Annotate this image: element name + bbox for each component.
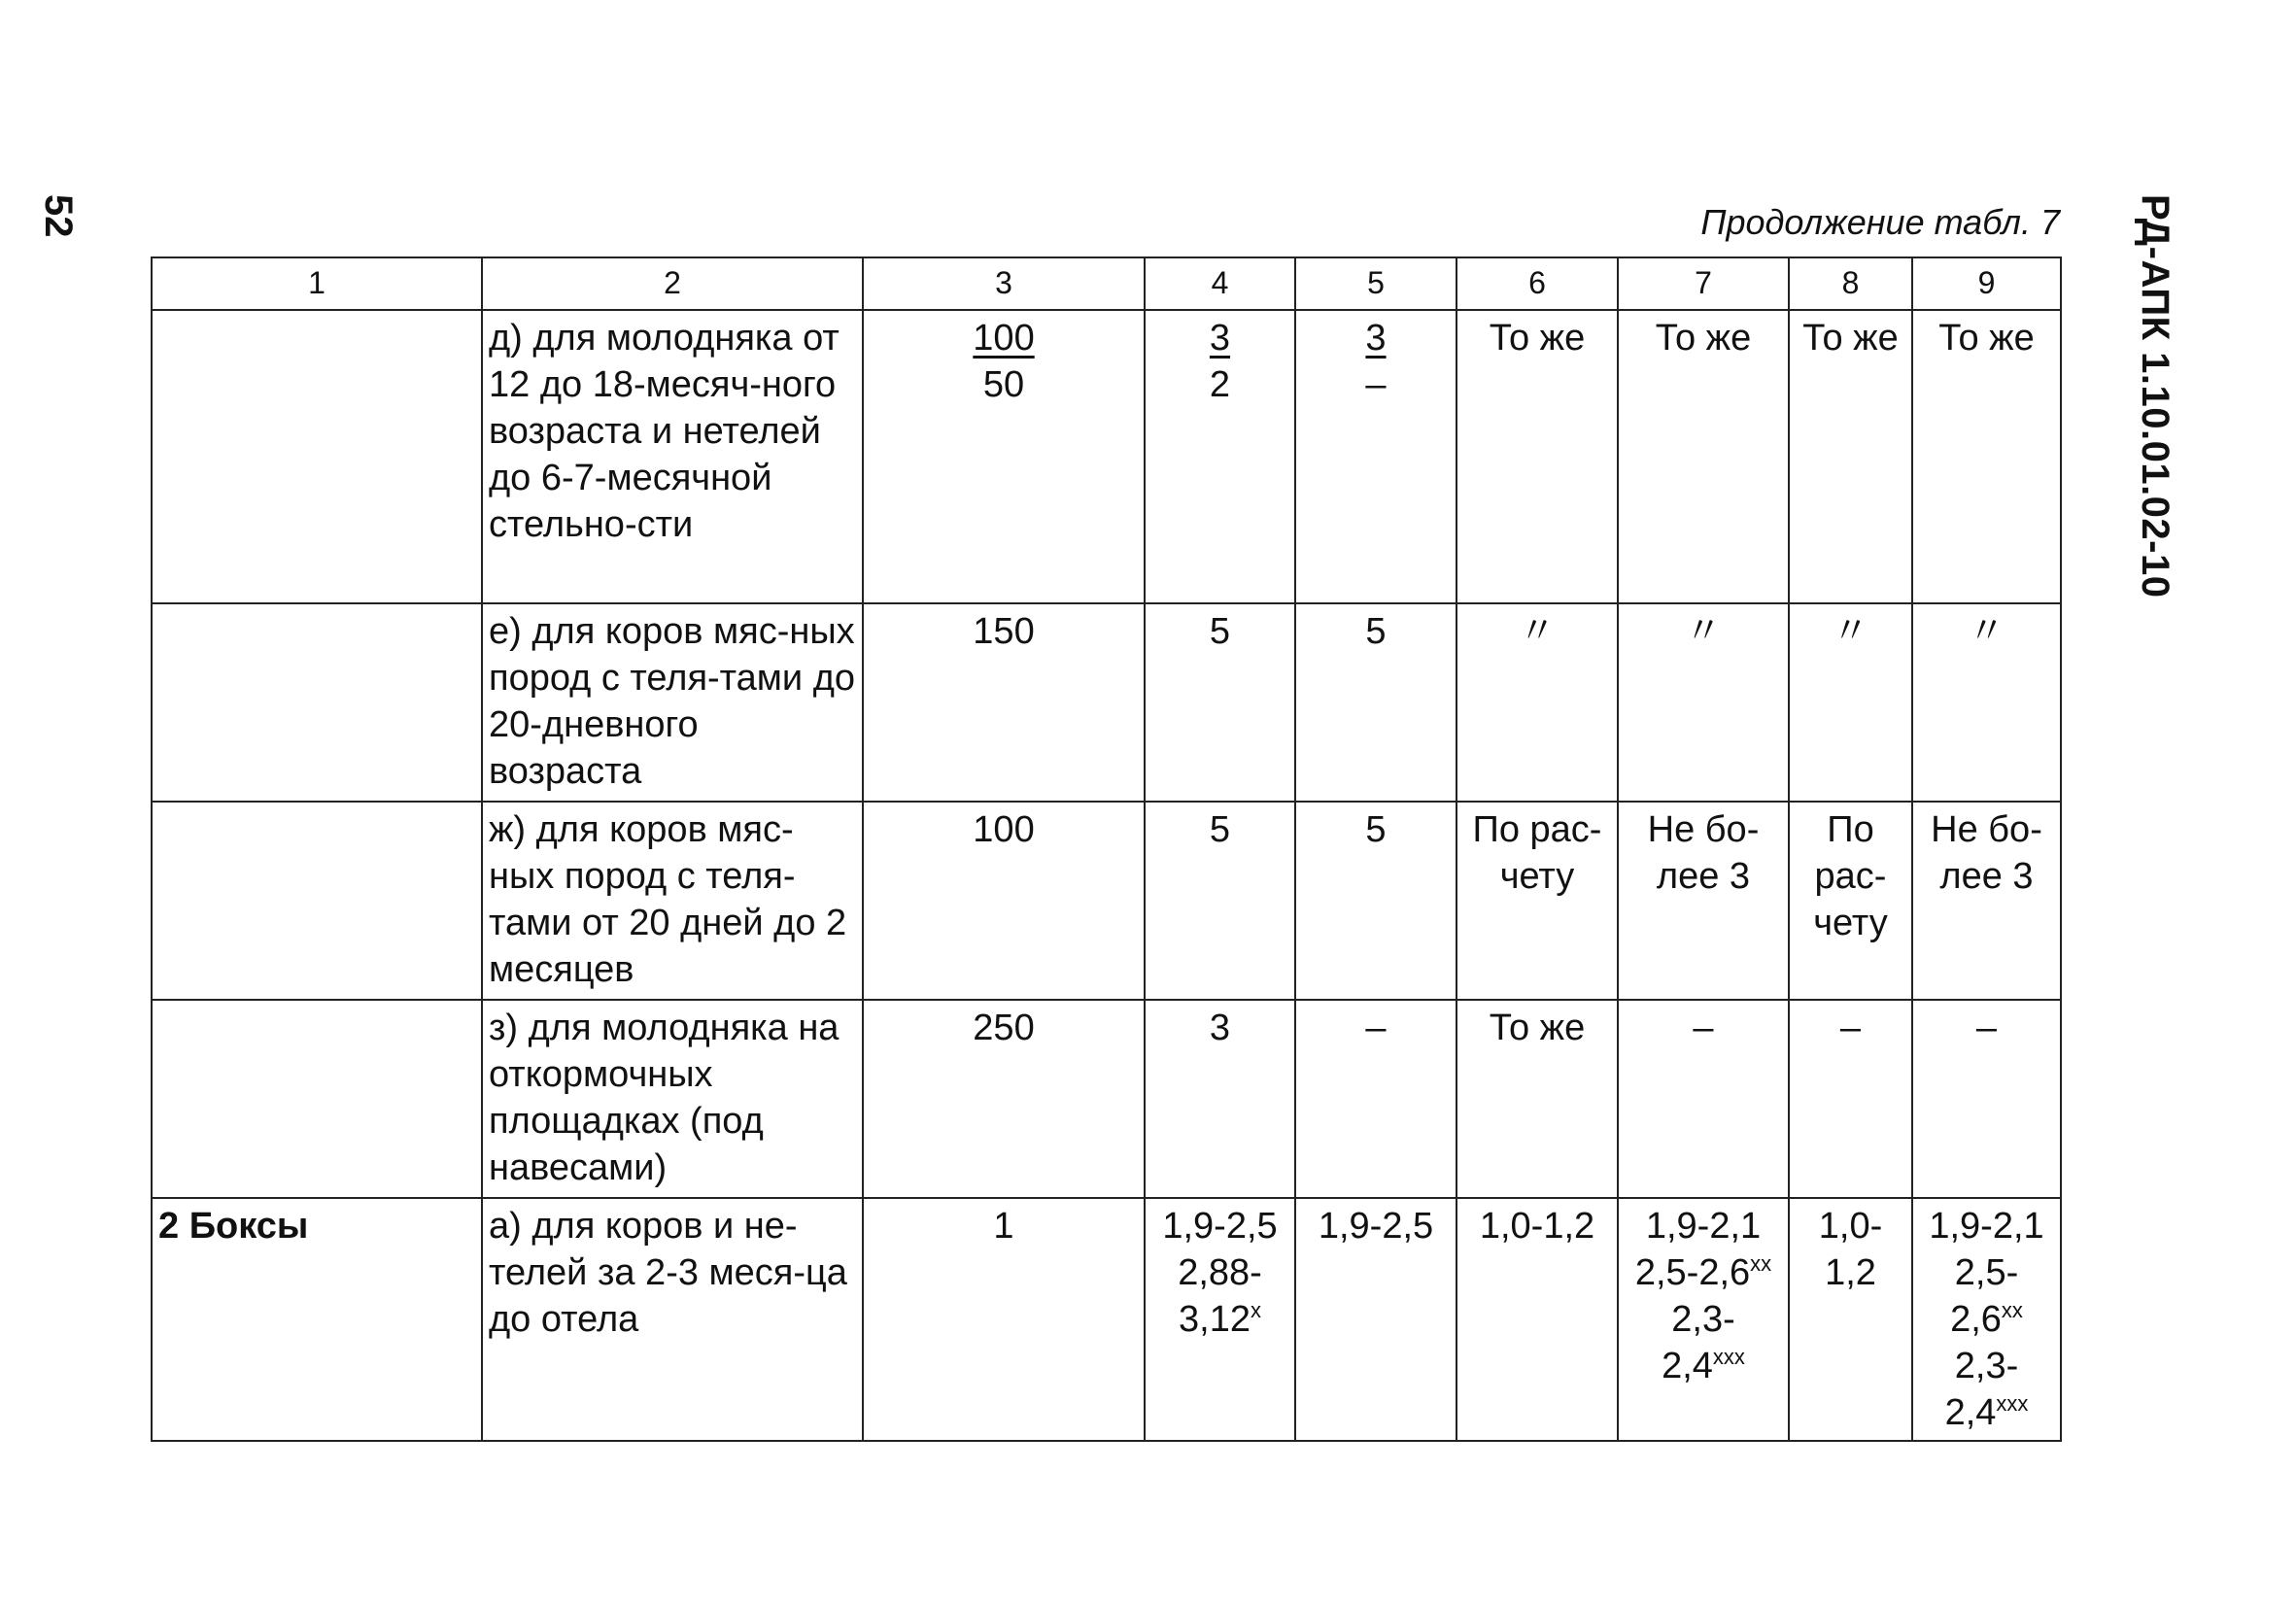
value-line: 1,9-2,1 (1645, 1206, 1762, 1247)
fraction-denominator: – (1365, 364, 1387, 405)
table-cell: То же (1618, 310, 1789, 603)
table-header-row (152, 257, 2061, 310)
column-header: 7 (1618, 257, 1789, 310)
table-cell: То же (1789, 310, 1912, 603)
ditto-mark: 〃 (1789, 603, 1912, 802)
table-cell: 3 (1145, 1000, 1295, 1198)
table-cell (152, 802, 482, 1000)
table-cell (1912, 1198, 2061, 1441)
table-cell: По рас-чету (1789, 802, 1912, 1000)
column-header: 4 (1145, 257, 1295, 310)
table-cell: – (1618, 1000, 1789, 1198)
value-line (1625, 1249, 1782, 1296)
table-cell (1145, 1198, 1295, 1441)
table-cell: 5 (1145, 603, 1295, 802)
fraction-value (973, 315, 1034, 408)
table-cell: 100 (863, 802, 1145, 1000)
table-cell: 150 (863, 603, 1145, 802)
fraction-numerator: 3 (1209, 318, 1231, 359)
fraction-numerator: 3 (1365, 318, 1387, 359)
table-row (152, 1198, 2061, 1441)
column-header: 3 (863, 257, 1145, 310)
table-cell: а) для коров и не-телей за 2-3 меся-ца до отела (482, 1198, 863, 1441)
value-text: 2,4 (1944, 1392, 1997, 1433)
table-cell: 5 (1145, 802, 1295, 1000)
value-line: 2,3- (1671, 1299, 1735, 1340)
value-line (1919, 1389, 2054, 1436)
table-row (152, 310, 2061, 603)
page-number: 52 (37, 194, 80, 238)
value-line: 1,9-2,1 (1929, 1206, 2044, 1247)
table-cell: Не бо-лее 3 (1912, 802, 2061, 1000)
table-row (152, 1000, 2061, 1198)
table-cell: 1 (863, 1198, 1145, 1441)
table-cell: 1,0-1,2 (1456, 1198, 1618, 1441)
table-cell: – (1295, 1000, 1456, 1198)
table-cell (152, 603, 482, 802)
value-line (1919, 1296, 2054, 1343)
standards-table (151, 256, 2062, 1442)
fraction-numerator: 100 (973, 318, 1035, 359)
table-cell: е) для коров мяс-ных пород с теля-тами до 20-дневного возраста (482, 603, 863, 802)
footnote-marker: x (1250, 1298, 1261, 1322)
ditto-mark: 〃 (1912, 603, 2061, 802)
table-cell: ж) для коров мяс-ных пород с теля-тами от 20 дней до 2 месяцев (482, 802, 863, 1000)
fraction-denominator: 2 (1209, 364, 1231, 405)
table-cell: 5 (1295, 603, 1456, 802)
table-cell (1145, 310, 1295, 603)
table-cell (1295, 310, 1456, 603)
ditto-mark: 〃 (1618, 603, 1789, 802)
footnote-marker: xx (1750, 1251, 1772, 1276)
table-cell (152, 310, 482, 603)
table-cell: Не бо-лее 3 (1618, 802, 1789, 1000)
table-cell: То же (1456, 1000, 1618, 1198)
fraction-denominator: 50 (982, 364, 1025, 405)
fraction-value (1210, 315, 1230, 408)
document-code: РД-АПК 1.10.01.02-10 (2134, 194, 2176, 598)
value-text: 2,4 (1662, 1346, 1713, 1386)
value-text: 3,12 (1179, 1299, 1251, 1340)
table-cell: То же (1456, 310, 1618, 603)
value-line (1151, 1296, 1288, 1343)
footnote-marker: xxx (1996, 1391, 2029, 1416)
value-line (1625, 1343, 1782, 1389)
table-cell: 5 (1295, 802, 1456, 1000)
table-cell: 1,0-1,2 (1789, 1198, 1912, 1441)
table-cell (1618, 1198, 1789, 1441)
footnote-marker: xx (2001, 1298, 2023, 1322)
table-row (152, 802, 2061, 1000)
table-continuation-caption: Продолжение табл. 7 (1700, 202, 2060, 242)
section-label-cell: 2 Боксы (152, 1198, 482, 1441)
value-line: 2,3- (1954, 1346, 2019, 1386)
table-cell (152, 1000, 482, 1198)
column-header: 8 (1789, 257, 1912, 310)
table-cell: – (1789, 1000, 1912, 1198)
table-cell (863, 310, 1145, 603)
table-cell: 1,9-2,5 (1295, 1198, 1456, 1441)
column-header: 6 (1456, 257, 1618, 310)
column-header: 1 (152, 257, 482, 310)
footnote-marker: xxx (1712, 1345, 1745, 1369)
table-cell: з) для молодняка на откормочных площадках (под навесами) (482, 1000, 863, 1198)
value-line: 1,9-2,5 (1162, 1206, 1278, 1247)
table-cell: д) для молодняка от 12 до 18-месяч-ного возраста и нетелей до 6-7-месячной стельно-сти (482, 310, 863, 603)
ditto-mark: 〃 (1456, 603, 1618, 802)
value-text: 2,5-2,6 (1634, 1252, 1751, 1293)
value-line: 2,88- (1178, 1252, 1262, 1293)
table-cell: По рас-чету (1456, 802, 1618, 1000)
table-cell: 250 (863, 1000, 1145, 1198)
table-row (152, 603, 2061, 802)
column-header: 5 (1295, 257, 1456, 310)
column-header: 2 (482, 257, 863, 310)
value-line: 2,5- (1954, 1252, 2019, 1293)
value-text: 2,6 (1950, 1299, 2002, 1340)
table-cell: То же (1912, 310, 2061, 603)
table-cell: – (1912, 1000, 2061, 1198)
fraction-value (1365, 315, 1386, 408)
column-header: 9 (1912, 257, 2061, 310)
